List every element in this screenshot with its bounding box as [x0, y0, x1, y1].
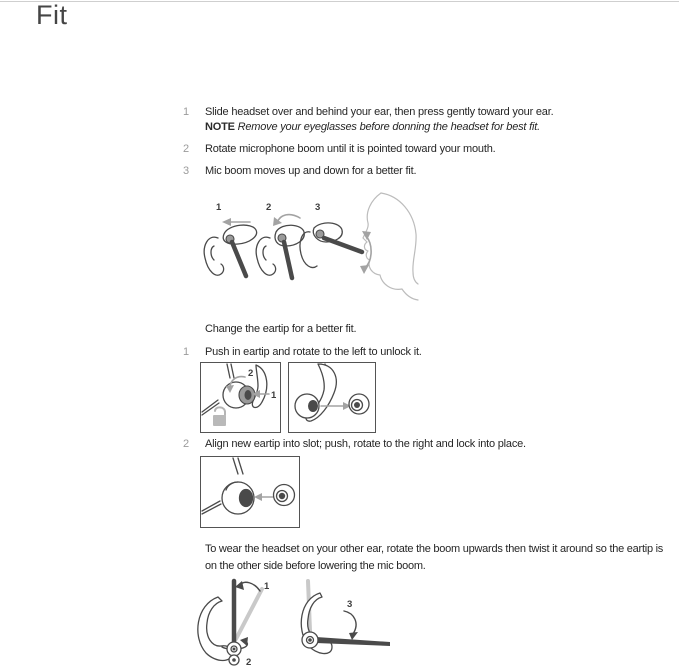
figure-step-label: 2: [248, 368, 254, 379]
step-number: 1: [183, 346, 189, 358]
ear-headset-step2: [256, 215, 304, 278]
figure-step-label: 3: [315, 202, 321, 213]
step-item: [183, 105, 673, 135]
unlock-panel: [201, 363, 281, 433]
top-rule: [0, 1, 679, 2]
figure-step-label: 2: [266, 202, 272, 213]
figure-step-label: 1: [216, 202, 222, 213]
other-ear-paragraph: To wear the headset on your other ear, rotate the boom upwards then twist it around so the eartip is on the other side before lowering the mic boom.: [205, 543, 664, 572]
step-number: 2: [183, 143, 189, 155]
step-text: Rotate microphone boom until it is pointed toward your mouth.: [205, 143, 496, 155]
eartip-insert-illustration: [200, 456, 300, 528]
step-text: Align new eartip into slot; push, rotate to the right and lock into place.: [205, 438, 526, 450]
fit-steps-list: [183, 105, 673, 186]
ear-headset-step1: [204, 218, 256, 276]
note-label: NOTE: [205, 121, 235, 133]
step-text: Mic boom moves up and down for a better fit.: [205, 165, 417, 177]
eartip-icon: [274, 485, 295, 506]
rotate-arrow-icon: [273, 215, 300, 226]
fit-steps-illustration: [197, 190, 427, 308]
eartip-unlock-illustration: [200, 362, 376, 434]
remove-panel: [289, 363, 376, 433]
headset-boom-up: [198, 581, 270, 667]
step-number: 3: [183, 165, 189, 177]
rotate-up-arrow-icon: [235, 581, 260, 591]
figure-step-label: 1: [264, 581, 270, 592]
step-text: Push in eartip and rotate to the left to unlock it.: [205, 346, 422, 358]
lower-boom-arrow-icon: [344, 611, 358, 640]
figure-step-label: 3: [347, 599, 353, 610]
step-number: 2: [183, 438, 189, 450]
step-text: Slide headset over and behind your ear, then press gently toward your ear.: [205, 106, 554, 118]
swap-ear-illustration: [190, 577, 395, 667]
eartip-intro: Change the eartip for a better fit.: [205, 323, 357, 335]
ear-headset-step3: [300, 223, 371, 274]
page-title: Fit: [36, 0, 68, 30]
note-text: Remove your eyeglasses before donning the headset for best fit.: [237, 121, 540, 133]
figure-step-label: 1: [271, 390, 277, 401]
step-number: 1: [183, 106, 189, 118]
step-item: [183, 142, 673, 157]
eartip-icon: [349, 394, 369, 414]
figure-step-label: 2: [246, 657, 252, 667]
step-item: [183, 164, 673, 179]
headset-boom-down: [301, 581, 390, 654]
note-line: [205, 120, 673, 135]
